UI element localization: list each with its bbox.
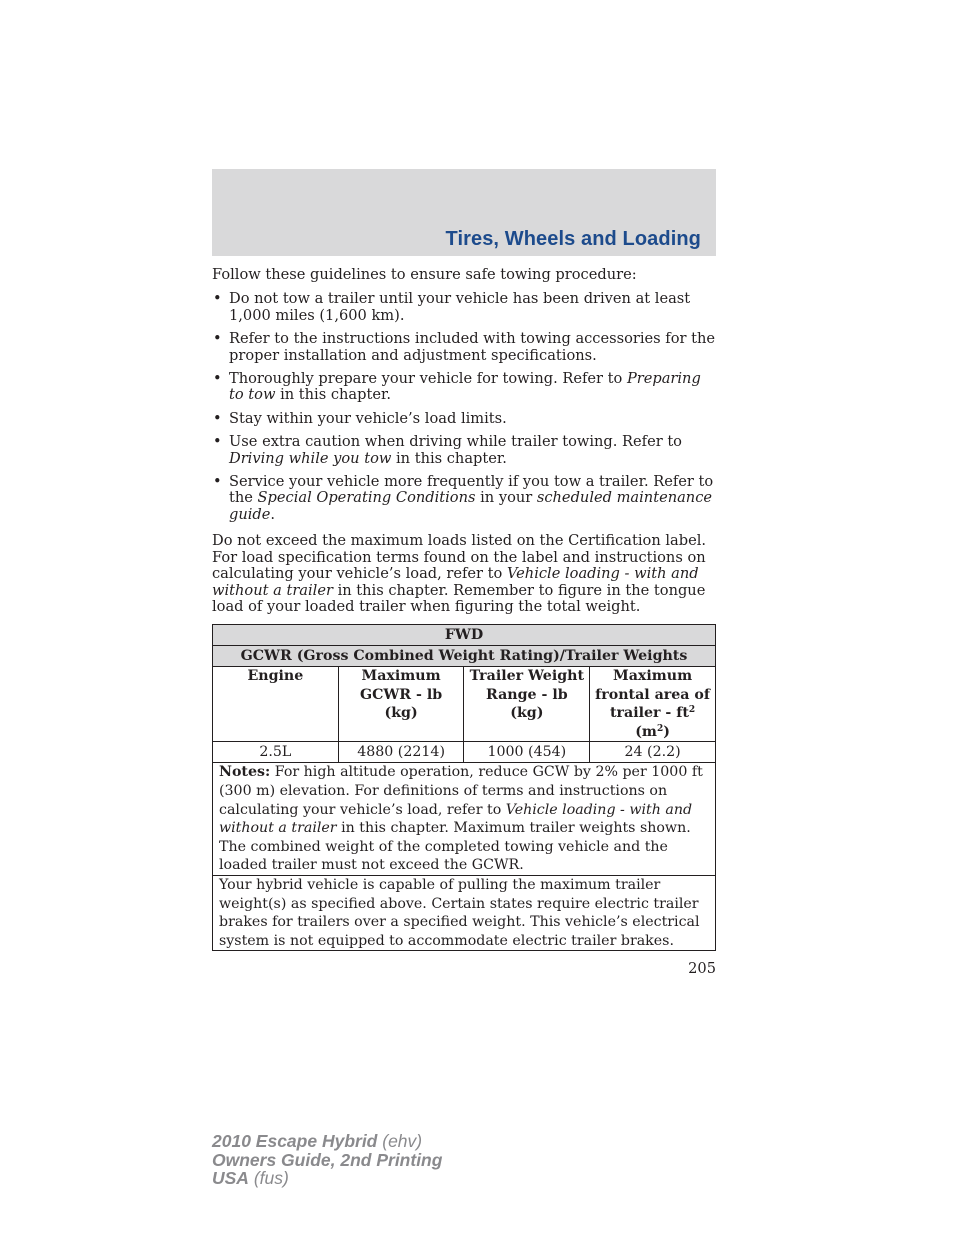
cell-trailer-weight: 1000 (454) — [464, 742, 590, 763]
intro-text: Follow these guidelines to ensure safe towing procedure: — [212, 266, 637, 283]
section-title: Tires, Wheels and Loading — [445, 228, 701, 250]
table-row — [213, 667, 716, 742]
cross-reference: Special Operating Conditions — [257, 489, 476, 507]
list-item: • Stay within your vehicle’s load limits. — [213, 409, 507, 427]
hybrid-note-cell: Your hybrid vehicle is capable of pulling the maximum trailer weight(s) as specified above. Certain states require electric trailer brakes for trailers over a specified weight. This vehicle’s electrical system is not equipped to accommodate electric trailer brakes. — [213, 875, 716, 950]
table-row — [213, 763, 716, 876]
page-number: 205 — [688, 960, 716, 977]
table-row — [213, 625, 716, 646]
list-item: • Refer to the instructions included with towing accessories for the proper installation and adjustment specifications. — [213, 330, 715, 364]
list-item: • Do not tow a trailer until your vehicle has been driven at least 1,000 miles (1,600 km). — [213, 290, 691, 324]
bullet-icon: • — [213, 370, 222, 388]
bullet-icon: • — [213, 433, 222, 451]
footer-info: 2010 Escape Hybrid (ehv) Owners Guide, 2nd Printing USA (fus) — [212, 1131, 443, 1188]
table-row — [213, 742, 716, 763]
cross-reference: scheduled maintenance guide — [229, 489, 713, 523]
list-item: • Service your vehicle more frequently if you tow a trailer. Refer to the Special Operating Conditions in your scheduled maintenance guide. — [213, 473, 714, 523]
cross-reference: Preparing to tow — [229, 370, 701, 404]
list-item: • Thoroughly prepare your vehicle for towing. Refer to Preparing to tow in this chapter. — [213, 370, 701, 404]
guideline-list — [212, 291, 716, 523]
column-header-gcwr: Maximum GCWR - lb (kg) — [338, 667, 464, 742]
notes-label: Notes: — [219, 764, 271, 781]
column-header-trailer-weight: Trailer Weight Range - lb (kg) — [464, 667, 590, 742]
bullet-icon: • — [213, 473, 222, 491]
cross-reference: Driving while you tow — [229, 449, 392, 467]
cell-gcwr: 4880 (2214) — [338, 742, 464, 763]
section-header-band — [212, 169, 716, 256]
cross-reference: Vehicle loading - with and without a trailer — [219, 801, 693, 837]
table-row — [213, 875, 716, 950]
bullet-icon: • — [213, 409, 222, 427]
bullet-icon: • — [213, 330, 222, 348]
notes-cell: Notes: For high altitude operation, reduce GCW by 2% per 1000 ft (300 m) elevation. For definitions of terms and instructions on calculating your vehicle’s load, refer to Vehicle loading - with and without a trailer in this chapter. Maximum trailer weights shown. The combined weight of the completed towing vehicle and the loaded trailer must not exceed the GCWR. — [213, 763, 716, 876]
body-content — [212, 267, 716, 615]
drive-type-header: FWD — [213, 625, 716, 646]
column-header-frontal-area: Maximum frontal area of trailer - $ft^2$ $(m^2)$ — [590, 667, 716, 742]
trailer-weight-table — [212, 624, 716, 951]
gcwr-header: GCWR (Gross Combined Weight Rating)/Trailer Weights — [213, 646, 716, 667]
cell-frontal-area: 24 (2.2) — [590, 742, 716, 763]
bullet-icon: • — [213, 290, 222, 308]
list-item: • Use extra caution when driving while trailer towing. Refer to Driving while you tow in this chapter. — [213, 433, 682, 467]
cell-engine: 2.5L — [213, 742, 339, 763]
cross-reference: Vehicle loading - with and without a trailer — [212, 565, 699, 599]
column-header-engine: Engine — [213, 667, 339, 742]
load-paragraph: Do not exceed the maximum loads listed on the Certification label. For load specification terms found on the label and instructions on calculating your vehicle’s load, refer to Vehicle loading - with and without a trailer in this chapter. Remember to figure in the tongue load of your loaded trailer when figuring the total weight. — [212, 532, 707, 615]
table-row — [213, 646, 716, 667]
